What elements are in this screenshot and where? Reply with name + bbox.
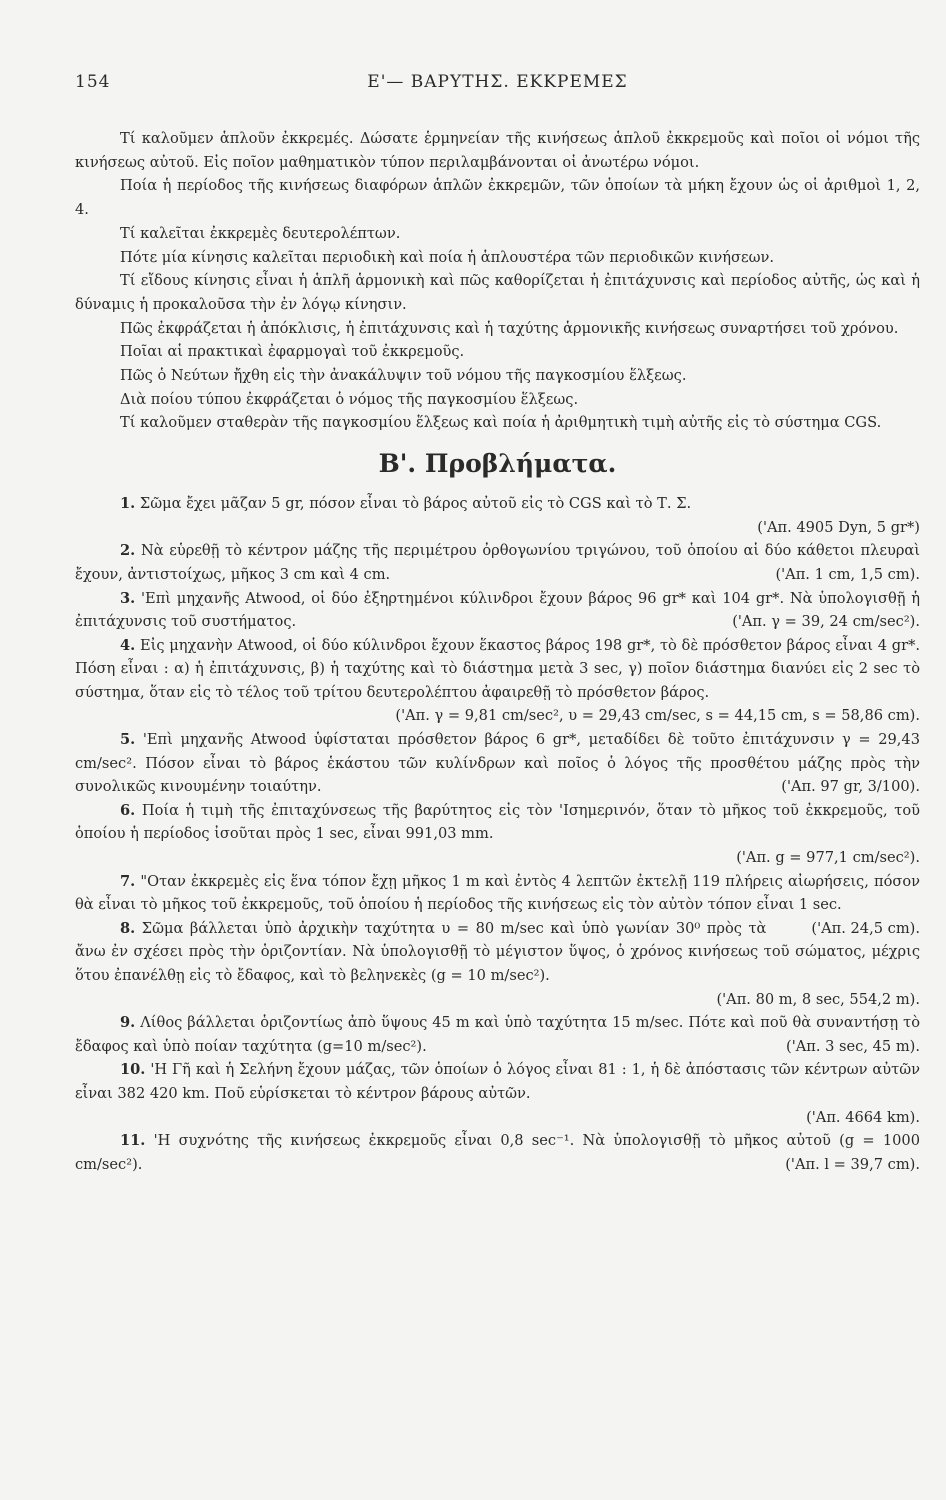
problem-answer: ('Απ. 1 cm, 1,5 cm). <box>775 565 920 583</box>
problem-number: 8. <box>120 919 136 937</box>
problem-answer: ('Απ. γ = 9,81 cm/sec², υ = 29,43 cm/sec, s = 44,15 cm, s = 58,86 cm). <box>395 707 920 725</box>
problem <box>75 539 920 586</box>
question: Τί καλοῦμεν ἁπλοῦν ἐκκρεμές. Δώσατε ἑρμηνείαν τῆς κινήσεως ἁπλοῦ ἐκκρεμοῦς καὶ ποῖοι οἱ νόμοι τῆς κινήσεως αὐτοῦ. Εἰς ποῖον μαθηματικὸν τύπον περιλαμβάνονται οἱ ἀνωτέρω νόμοι. <box>75 130 920 171</box>
problem-text: 'Επὶ μηχανῆς Atwood ὑφίσταται πρόσθετον βάρος 6 gr*, μεταδίδει δὲ τοῦτο ἐπιτάχυνσιν γ = 29,43 cm/sec². Πόσον εἶναι τὸ βάρος ἑκάστου τῶν κυλίνδρων καὶ ποῖος ὁ λόγος τῆς προσθέτου μάζης πρὸς τὴν συνολικῶς κινουμένην τοιαύτην. <box>75 731 920 796</box>
question: Διὰ ποίου τύπου ἐκφράζεται ὁ νόμος τῆς παγκοσμίου ἕλξεως. <box>120 390 579 408</box>
problem-number: 6. <box>120 801 136 819</box>
problem-answer: ('Απ. g = 977,1 cm/sec²). <box>736 849 920 867</box>
review-questions <box>75 127 920 435</box>
problem-number: 5. <box>120 731 136 749</box>
running-title: Ε'— ΒΑΡΥΤΗΣ. ΕΚΚΡΕΜΕΣ <box>367 72 628 92</box>
page-header <box>75 72 920 102</box>
problem <box>75 1129 920 1176</box>
problem-text: 'Επὶ μηχανῆς Atwood, οἱ δύο ἐξηρτημένοι κύλινδροι ἔχουν βάρος 96 gr* καὶ 104 gr*. Νὰ ὑπολογισθῇ ἡ ἐπιτάχυνσις τοῦ συστήματος. <box>75 589 920 631</box>
question: Ποία ἡ περίοδος τῆς κινήσεως διαφόρων ἁπλῶν ἐκκρεμῶν, τῶν ὁποίων τὰ μήκη ἔχουν ὡς οἱ ἀριθμοὶ 1, 2, 4. <box>75 177 920 219</box>
problem-answer: ('Απ. γ = 39, 24 cm/sec²). <box>732 613 920 631</box>
problem-answer: ('Απ. 24,5 cm). <box>811 919 920 937</box>
page <box>75 72 920 1176</box>
problem <box>75 492 920 516</box>
problem-answer: ('Απ. 4664 km). <box>806 1108 920 1126</box>
problem <box>75 587 920 634</box>
problem <box>75 799 920 846</box>
problem-text: Σῶμα βάλλεται ὑπὸ ἀρχικὴν ταχύτητα υ = 80 m/sec καὶ ὑπὸ γωνίαν 30⁰ πρὸς τὰ ἄνω ἐν σχέσει πρὸς τὴν ὁριζοντίαν. Νὰ ὑπολογισθῇ τὸ μέγιστον ὕψος, ὁ χρόνος κινήσεως τοῦ σώματος, μέχρις ὅτου ἐπανέλθῃ εἰς τὸ ἔδαφος, καὶ τὸ βεληνεκὲς (g = 10 m/sec²). <box>75 919 920 985</box>
question: Τί εἴδους κίνησις εἶναι ἡ ἁπλῆ ἁρμονικὴ καὶ πῶς καθορίζεται ἡ ἐπιτάχυνσις καὶ περίοδος αὐτῆς, ὡς καὶ ἡ δύναμις ἡ προκαλοῦσα τὴν ἐν λόγῳ κίνησιν. <box>75 272 920 313</box>
question: Ποῖαι αἱ πρακτικαὶ ἐφαρμογαὶ τοῦ ἐκκρεμοῦς. <box>120 343 465 361</box>
question: Πῶς ἐκφράζεται ἡ ἀπόκλισις, ἡ ἐπιτάχυνσις καὶ ἡ ταχύτης ἁρμονικῆς κινήσεως συναρτήσει τοῦ χρόνου. <box>120 319 899 337</box>
problem <box>75 870 921 937</box>
problem-number: 7. <box>120 872 136 890</box>
question: Τί καλοῦμεν σταθερὰν τῆς παγκοσμίου ἕλξεως καὶ ποία ἡ ἀριθμητικὴ τιμὴ αὐτῆς εἰς τὸ σύστημα CGS. <box>120 414 882 432</box>
problem <box>75 1058 920 1105</box>
problem-text: 'Η συχνότης τῆς κινήσεως ἐκκρεμοῦς εἶναι 0,8 sec⁻¹. Νὰ ὑπολογισθῇ τὸ μῆκος αὐτοῦ (g = 1000 cm/sec²). <box>75 1132 921 1173</box>
problems-list <box>75 492 920 1176</box>
question: Πῶς ὁ Νεύτων ἤχθη εἰς τὴν ἀνακάλυψιν τοῦ νόμου τῆς παγκοσμίου ἕλξεως. <box>120 367 687 385</box>
problem <box>75 634 920 705</box>
problem-text: Σῶμα ἔχει μᾶζαν 5 gr, πόσον εἶναι τὸ βάρος αὐτοῦ εἰς τὸ CGS καὶ τὸ Τ. Σ. <box>139 495 692 513</box>
problem-text: Εἰς μηχανὴν Atwood, οἱ δύο κύλινδροι ἔχουν ἕκαστος βάρος 198 gr*, τὸ δὲ πρόσθετον βάρος εἶναι 4 gr*. Πόση εἶναι : α) ἡ ἐπιτάχυνσις, β) ἡ ταχύτης καὶ τὸ διάστημα μετὰ 3 sec, γ) ποῖον διάστημα διανύει εἰς 2 sec τὸ σύστημα, ὅταν εἰς τὸ τέλος τοῦ τρίτου δευτερολέπτου ἀφαιρεθῇ τὸ πρόσθετον βάρος. <box>75 636 921 701</box>
problem-answer: ('Απ. 4905 Dyn, 5 gr*) <box>757 518 920 536</box>
problem-number: 10. <box>120 1061 146 1079</box>
problem <box>75 1011 920 1058</box>
problem-text: Λίθος βάλλεται ὁριζοντίως ἀπὸ ὕψους 45 m καὶ ὑπὸ ταχύτητα 15 m/sec. Πότε καὶ ποῦ θὰ συναντήσῃ τὸ ἔδαφος καὶ ὑπὸ ποίαν ταχύτητα (g=10 m/sec²). <box>75 1014 920 1055</box>
section-title: Β'. Προβλήματα. <box>378 449 617 479</box>
question: Τί καλεῖται ἐκκρεμὲς δευτερολέπτων. <box>120 224 401 242</box>
problem-text: Νὰ εὑρεθῇ τὸ κέντρον μάζης τῆς περιμέτρου ὀρθογωνίου τριγώνου, τοῦ ὁποίου αἱ δύο κάθετοι πλευραὶ ἔχουν, ἀντιστοίχως, μῆκος 3 cm καὶ 4 cm. <box>75 542 920 583</box>
problem-text: Ποία ἡ τιμὴ τῆς ἐπιταχύνσεως τῆς βαρύτητος εἰς τὸν 'Ισημερινόν, ὅταν τὸ μῆκος τοῦ ἐκκρεμοῦς, τοῦ ὁποίου ἡ περίοδος ἰσοῦται πρὸς 1 sec, εἶναι 991,03 mm. <box>75 801 920 843</box>
problem-text: 'Η Γῆ καὶ ἡ Σελήνη ἔχουν μάζας, τῶν ὁποίων ὁ λόγος εἶναι 81 : 1, ἡ δὲ ἀπόστασις τῶν κέντρων αὐτῶν εἶναι 382 420 km. Ποῦ εὑρίσκεται τὸ κέντρον βάρους αὐτῶν. <box>75 1061 921 1102</box>
question: Πότε μία κίνησις καλεῖται περιοδικὴ καὶ ποία ἡ ἁπλουστέρα τῶν περιοδικῶν κινήσεων. <box>120 248 774 266</box>
problem-number: 9. <box>120 1014 136 1032</box>
problem-answer: ('Απ. l = 39,7 cm). <box>785 1155 920 1173</box>
problem-answer: ('Απ. 97 gr, 3/100). <box>781 778 920 796</box>
problem-answer: ('Απ. 80 m, 8 sec, 554,2 m). <box>716 990 920 1008</box>
problem <box>75 728 920 799</box>
page-number: 154 <box>75 72 111 92</box>
problem-number: 4. <box>120 636 136 654</box>
problem-number: 3. <box>120 589 136 607</box>
problem-answer: ('Απ. 3 sec, 45 m). <box>786 1037 920 1055</box>
problem-number: 2. <box>120 542 136 560</box>
problem-number: 1. <box>120 495 136 513</box>
problem-number: 11. <box>120 1132 146 1150</box>
problem-text: "Οταν ἐκκρεμὲς εἰς ἕνα τόπον ἔχῃ μῆκος 1 m καὶ ἐντὸς 4 λεπτῶν ἐκτελῇ 119 πλήρεις αἰωρήσεις, πόσον θὰ εἶναι τὸ μῆκος τοῦ ἐκκρεμοῦς, τοῦ ὁποίου ἡ περίοδος τῆς κινήσεως εἰς τὸν αὐτὸν τόπον εἶναι 1 sec. <box>75 872 921 914</box>
